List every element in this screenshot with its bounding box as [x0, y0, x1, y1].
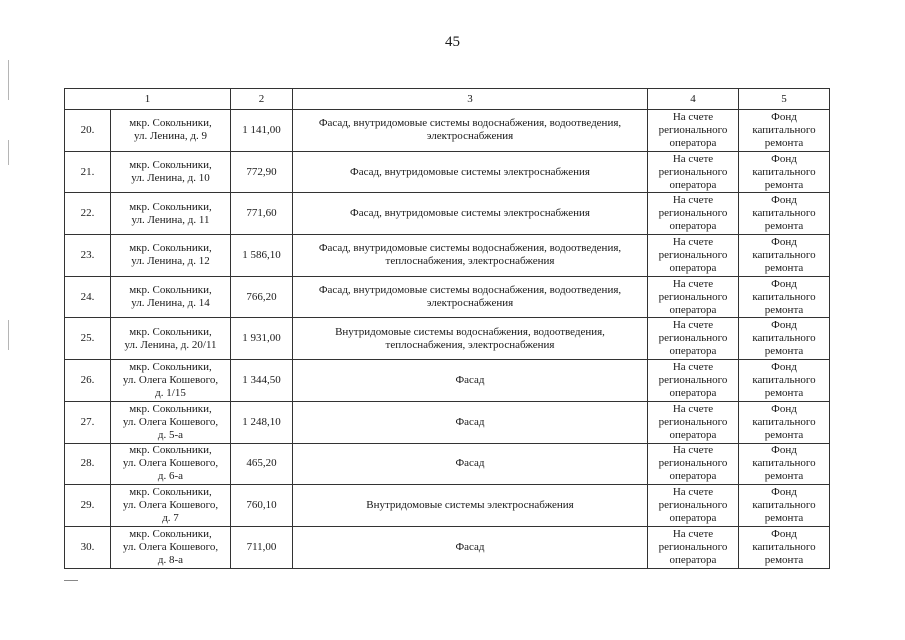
funding-account-cell-line: оператора — [669, 428, 717, 441]
table-row — [65, 401, 830, 443]
address-cell-line: ул. Олега Кошевого, — [122, 457, 219, 470]
row-number-cell: 22. — [65, 193, 111, 235]
funding-source-cell-line: Фонд — [771, 319, 797, 332]
funding-source-cell-line: ремонта — [764, 470, 804, 483]
funding-source-cell-line: капитального — [752, 207, 816, 220]
table-row — [65, 235, 830, 277]
works-cell-line: теплоснабжения, электроснабжения — [385, 255, 555, 268]
row-number-cell: 20. — [65, 110, 111, 152]
address-cell — [111, 235, 231, 277]
address-cell — [111, 110, 231, 152]
funding-source-cell-line: капитального — [752, 415, 816, 428]
funding-account-cell-line: регионального — [658, 457, 728, 470]
funding-source-cell — [739, 401, 830, 443]
funding-account-cell-line: оператора — [669, 345, 717, 358]
funding-account-cell — [648, 485, 739, 527]
funding-account-cell-line: регионального — [658, 290, 728, 303]
works-cell-line: Внутридомовые системы электроснабжения — [366, 499, 574, 512]
address-cell-line: мкр. Сокольники, — [129, 325, 212, 338]
area-cell: 1 248,10 — [231, 401, 293, 443]
row-number-cell: 29. — [65, 485, 111, 527]
address-cell-line: мкр. Сокольники, — [129, 486, 212, 499]
funding-account-cell-line: регионального — [658, 207, 728, 220]
address-cell-line: ул. Олега Кошевого, — [122, 415, 219, 428]
table-row — [65, 443, 830, 485]
funding-source-cell — [739, 151, 830, 193]
works-cell-line: Фасад — [455, 415, 485, 428]
funding-account-cell-line: На счете — [672, 527, 714, 540]
works-cell — [293, 401, 648, 443]
area-cell: 1 931,00 — [231, 318, 293, 360]
address-cell-line: ул. Ленина, д. 11 — [131, 213, 210, 226]
address-cell-line: мкр. Сокольники, — [129, 117, 212, 130]
works-cell-line: Фасад, внутридомовые системы электроснабжения — [350, 165, 590, 178]
address-cell-line: д. 1/15 — [155, 386, 186, 399]
row-number-cell: 26. — [65, 360, 111, 402]
funding-source-cell-line: Фонд — [771, 277, 797, 290]
funding-account-cell — [648, 443, 739, 485]
funding-account-cell-line: регионального — [658, 123, 728, 136]
funding-source-cell — [739, 443, 830, 485]
funding-account-cell-line: оператора — [669, 470, 717, 483]
funding-account-cell-line: регионального — [658, 165, 728, 178]
funding-account-cell-line: регионального — [658, 373, 728, 386]
row-number-cell: 30. — [65, 526, 111, 568]
column-header: 4 — [648, 89, 739, 110]
funding-source-cell — [739, 235, 830, 277]
funding-account-cell-line: оператора — [669, 136, 717, 149]
address-cell-line: ул. Ленина, д. 14 — [131, 297, 210, 310]
area-cell: 766,20 — [231, 276, 293, 318]
funding-source-cell-line: ремонта — [764, 428, 804, 441]
works-cell-line: Фасад, внутридомовые системы водоснабжения, водоотведения, — [318, 117, 622, 130]
table-row — [65, 360, 830, 402]
address-cell-line: д. 8-а — [157, 553, 184, 566]
page-number: 45 — [445, 34, 460, 50]
scan-margin-mark — [8, 60, 9, 100]
funding-account-cell — [648, 193, 739, 235]
funding-source-cell — [739, 276, 830, 318]
address-cell-line: мкр. Сокольники, — [129, 444, 212, 457]
funding-source-cell-line: капитального — [752, 290, 816, 303]
funding-account-cell-line: На счете — [672, 402, 714, 415]
funding-account-cell — [648, 526, 739, 568]
works-cell-line: теплоснабжения, электроснабжения — [385, 338, 555, 351]
funding-account-cell — [648, 110, 739, 152]
funding-account-cell-line: регионального — [658, 332, 728, 345]
address-cell-line: д. 7 — [162, 512, 179, 525]
funding-source-cell — [739, 485, 830, 527]
funding-source-cell-line: капитального — [752, 499, 816, 512]
funding-source-cell-line: капитального — [752, 332, 816, 345]
scan-bottom-mark — [64, 580, 78, 581]
address-cell-line: мкр. Сокольники, — [129, 159, 212, 172]
funding-source-cell — [739, 318, 830, 360]
funding-account-cell-line: На счете — [672, 235, 714, 248]
table-row — [65, 110, 830, 152]
funding-account-cell-line: На счете — [672, 319, 714, 332]
column-header: 1 — [65, 89, 231, 110]
funding-account-cell-line: На счете — [672, 277, 714, 290]
funding-account-cell-line: оператора — [669, 220, 717, 233]
address-cell-line: мкр. Сокольники, — [129, 527, 212, 540]
works-cell-line: Фасад — [455, 457, 485, 470]
column-header: 5 — [739, 89, 830, 110]
works-cell — [293, 526, 648, 568]
funding-source-cell-line: Фонд — [771, 402, 797, 415]
funding-source-cell-line: ремонта — [764, 512, 804, 525]
works-cell-line: Внутридомовые системы водоснабжения, водоотведения, — [335, 325, 605, 338]
works-cell-line: Фасад — [455, 373, 485, 386]
address-cell-line: мкр. Сокольники, — [129, 360, 212, 373]
funding-account-cell-line: регионального — [658, 540, 728, 553]
table-header-row — [65, 89, 830, 110]
address-cell — [111, 193, 231, 235]
table-row — [65, 318, 830, 360]
funding-source-cell-line: ремонта — [764, 303, 804, 316]
address-cell-line: мкр. Сокольники, — [129, 402, 212, 415]
funding-account-cell-line: На счете — [672, 444, 714, 457]
column-header: 3 — [293, 89, 648, 110]
funding-account-cell-line: оператора — [669, 386, 717, 399]
area-cell: 465,20 — [231, 443, 293, 485]
address-cell-line: ул. Олега Кошевого, — [122, 499, 219, 512]
table-body — [65, 110, 830, 569]
works-cell-line: Фасад — [455, 540, 485, 553]
works-cell-line: Фасад, внутридомовые системы водоснабжения, водоотведения, — [318, 242, 622, 255]
address-cell — [111, 526, 231, 568]
address-cell — [111, 360, 231, 402]
funding-source-cell-line: Фонд — [771, 110, 797, 123]
address-cell — [111, 401, 231, 443]
funding-source-cell — [739, 360, 830, 402]
funding-account-cell-line: На счете — [672, 110, 714, 123]
funding-account-cell-line: регионального — [658, 248, 728, 261]
works-cell — [293, 110, 648, 152]
table-row — [65, 485, 830, 527]
funding-source-cell-line: Фонд — [771, 527, 797, 540]
works-cell-line: электроснабжения — [426, 297, 514, 310]
area-cell: 1 586,10 — [231, 235, 293, 277]
area-cell: 711,00 — [231, 526, 293, 568]
works-cell — [293, 151, 648, 193]
funding-source-cell-line: капитального — [752, 165, 816, 178]
funding-source-cell — [739, 110, 830, 152]
funding-account-cell-line: регионального — [658, 499, 728, 512]
funding-source-cell-line: Фонд — [771, 444, 797, 457]
row-number-cell: 25. — [65, 318, 111, 360]
funding-source-cell-line: капитального — [752, 457, 816, 470]
table-row — [65, 526, 830, 568]
table-row — [65, 193, 830, 235]
address-cell-line: д. 6-а — [157, 470, 184, 483]
funding-source-cell-line: ремонта — [764, 261, 804, 274]
address-cell — [111, 151, 231, 193]
works-cell — [293, 360, 648, 402]
address-cell-line: д. 5-а — [157, 428, 184, 441]
row-number-cell: 21. — [65, 151, 111, 193]
address-cell-line: ул. Ленина, д. 10 — [131, 172, 210, 185]
address-cell-line: мкр. Сокольники, — [129, 284, 212, 297]
repair-works-table — [64, 88, 830, 569]
address-cell-line: ул. Олега Кошевого, — [122, 540, 219, 553]
address-cell — [111, 443, 231, 485]
address-cell-line: мкр. Сокольники, — [129, 200, 212, 213]
funding-source-cell-line: ремонта — [764, 386, 804, 399]
row-number-cell: 23. — [65, 235, 111, 277]
funding-account-cell — [648, 235, 739, 277]
address-cell — [111, 318, 231, 360]
funding-source-cell-line: капитального — [752, 373, 816, 386]
funding-source-cell-line: Фонд — [771, 235, 797, 248]
funding-account-cell — [648, 360, 739, 402]
funding-source-cell-line: ремонта — [764, 553, 804, 566]
address-cell-line: ул. Ленина, д. 12 — [131, 255, 210, 268]
table-row — [65, 151, 830, 193]
funding-account-cell-line: оператора — [669, 303, 717, 316]
area-cell: 772,90 — [231, 151, 293, 193]
funding-account-cell-line: оператора — [669, 553, 717, 566]
area-cell: 760,10 — [231, 485, 293, 527]
works-cell-line: Фасад, внутридомовые системы водоснабжения, водоотведения, — [318, 284, 622, 297]
works-cell — [293, 485, 648, 527]
works-cell-line: электроснабжения — [426, 130, 514, 143]
funding-source-cell-line: ремонта — [764, 220, 804, 233]
address-cell — [111, 485, 231, 527]
row-number-cell: 28. — [65, 443, 111, 485]
works-cell — [293, 193, 648, 235]
area-cell: 1 141,00 — [231, 110, 293, 152]
funding-account-cell-line: На счете — [672, 486, 714, 499]
row-number-cell: 24. — [65, 276, 111, 318]
works-cell — [293, 235, 648, 277]
funding-source-cell-line: капитального — [752, 123, 816, 136]
works-cell-line: Фасад, внутридомовые системы электроснабжения — [350, 207, 590, 220]
funding-account-cell — [648, 318, 739, 360]
funding-account-cell — [648, 401, 739, 443]
funding-account-cell-line: оператора — [669, 178, 717, 191]
funding-account-cell-line: оператора — [669, 261, 717, 274]
address-cell-line: ул. Ленина, д. 9 — [134, 130, 207, 143]
table-row — [65, 276, 830, 318]
funding-source-cell-line: Фонд — [771, 152, 797, 165]
works-cell — [293, 276, 648, 318]
funding-account-cell — [648, 151, 739, 193]
funding-account-cell-line: На счете — [672, 152, 714, 165]
funding-account-cell-line: регионального — [658, 415, 728, 428]
funding-source-cell-line: капитального — [752, 540, 816, 553]
scan-margin-mark — [8, 320, 9, 350]
address-cell-line: мкр. Сокольники, — [129, 242, 212, 255]
funding-source-cell-line: капитального — [752, 248, 816, 261]
funding-account-cell — [648, 276, 739, 318]
area-cell: 771,60 — [231, 193, 293, 235]
funding-source-cell-line: ремонта — [764, 345, 804, 358]
funding-source-cell-line: Фонд — [771, 194, 797, 207]
funding-source-cell-line: Фонд — [771, 360, 797, 373]
funding-source-cell — [739, 526, 830, 568]
funding-source-cell — [739, 193, 830, 235]
area-cell: 1 344,50 — [231, 360, 293, 402]
funding-source-cell-line: ремонта — [764, 178, 804, 191]
address-cell-line: ул. Олега Кошевого, — [122, 373, 219, 386]
works-cell — [293, 318, 648, 360]
row-number-cell: 27. — [65, 401, 111, 443]
address-cell-line: ул. Ленина, д. 20/11 — [124, 338, 217, 351]
funding-account-cell-line: На счете — [672, 360, 714, 373]
funding-source-cell-line: ремонта — [764, 136, 804, 149]
address-cell — [111, 276, 231, 318]
funding-source-cell-line: Фонд — [771, 486, 797, 499]
column-header: 2 — [231, 89, 293, 110]
works-cell — [293, 443, 648, 485]
funding-account-cell-line: оператора — [669, 512, 717, 525]
scan-margin-mark — [8, 140, 9, 165]
funding-account-cell-line: На счете — [672, 194, 714, 207]
